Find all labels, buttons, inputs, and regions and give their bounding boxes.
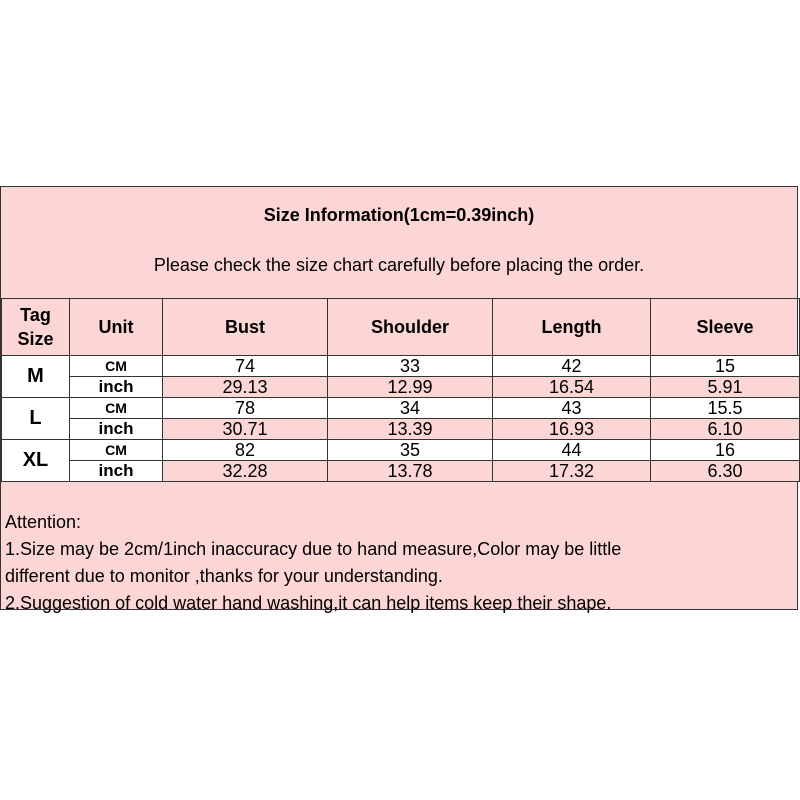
shoulder-cell: 12.99 [328,377,493,398]
bust-cell: 74 [163,356,328,377]
sleeve-cell: 16 [651,440,800,461]
table-row [2,440,800,461]
shoulder-cell: 13.39 [328,419,493,440]
size-tag-xl: XL [2,440,70,482]
bust-cell: 30.71 [163,419,328,440]
column-header-sleeve: Sleeve [651,299,800,356]
column-header-tag-size [2,299,70,356]
bust-cell: 78 [163,398,328,419]
column-header-length: Length [493,299,651,356]
tag-size-line2: Size [17,329,54,349]
attention-line-2: different due to monitor ,thanks for your understanding. [5,566,443,586]
column-header-unit: Unit [70,299,163,356]
unit-cell: inch [70,377,163,398]
attention-line-1: 1.Size may be 2cm/1inch inaccuracy due to hand measure,Color may be little [5,539,622,559]
size-tag-l: L [2,398,70,440]
table-row [2,398,800,419]
unit-cell: CM [70,356,163,377]
length-cell: 43 [493,398,651,419]
unit-cell: inch [70,461,163,482]
table-row [2,461,800,482]
sleeve-cell: 15.5 [651,398,800,419]
size-information-sheet [0,186,798,613]
length-cell: 42 [493,356,651,377]
column-header-shoulder: Shoulder [328,299,493,356]
unit-cell: CM [70,398,163,419]
sheet-header [1,187,797,298]
sheet-subtitle: Please check the size chart carefully before placing the order. [153,255,645,275]
bust-cell: 82 [163,440,328,461]
shoulder-cell: 34 [328,398,493,419]
length-cell: 44 [493,440,651,461]
bust-cell: 29.13 [163,377,328,398]
shoulder-cell: 33 [328,356,493,377]
attention-heading: Attention: [5,512,82,532]
bust-cell: 32.28 [163,461,328,482]
size-tag-m: M [2,356,70,398]
sleeve-cell: 15 [651,356,800,377]
attention-line-3: 2.Suggestion of cold water hand washing,it can help items keep their shape. [5,593,612,613]
length-cell: 17.32 [493,461,651,482]
table-row [2,377,800,398]
tag-size-line1: Tag [20,305,51,325]
unit-cell: inch [70,419,163,440]
table-header-row [2,299,800,356]
length-cell: 16.93 [493,419,651,440]
table-row [2,356,800,377]
length-cell: 16.54 [493,377,651,398]
table-row [2,419,800,440]
sheet-title: Size Information(1cm=0.39inch) [263,205,535,225]
size-table [1,298,800,482]
column-header-bust: Bust [163,299,328,356]
shoulder-cell: 35 [328,440,493,461]
sleeve-cell: 6.10 [651,419,800,440]
attention-notes [5,509,793,617]
sleeve-cell: 5.91 [651,377,800,398]
shoulder-cell: 13.78 [328,461,493,482]
sleeve-cell: 6.30 [651,461,800,482]
unit-cell: CM [70,440,163,461]
